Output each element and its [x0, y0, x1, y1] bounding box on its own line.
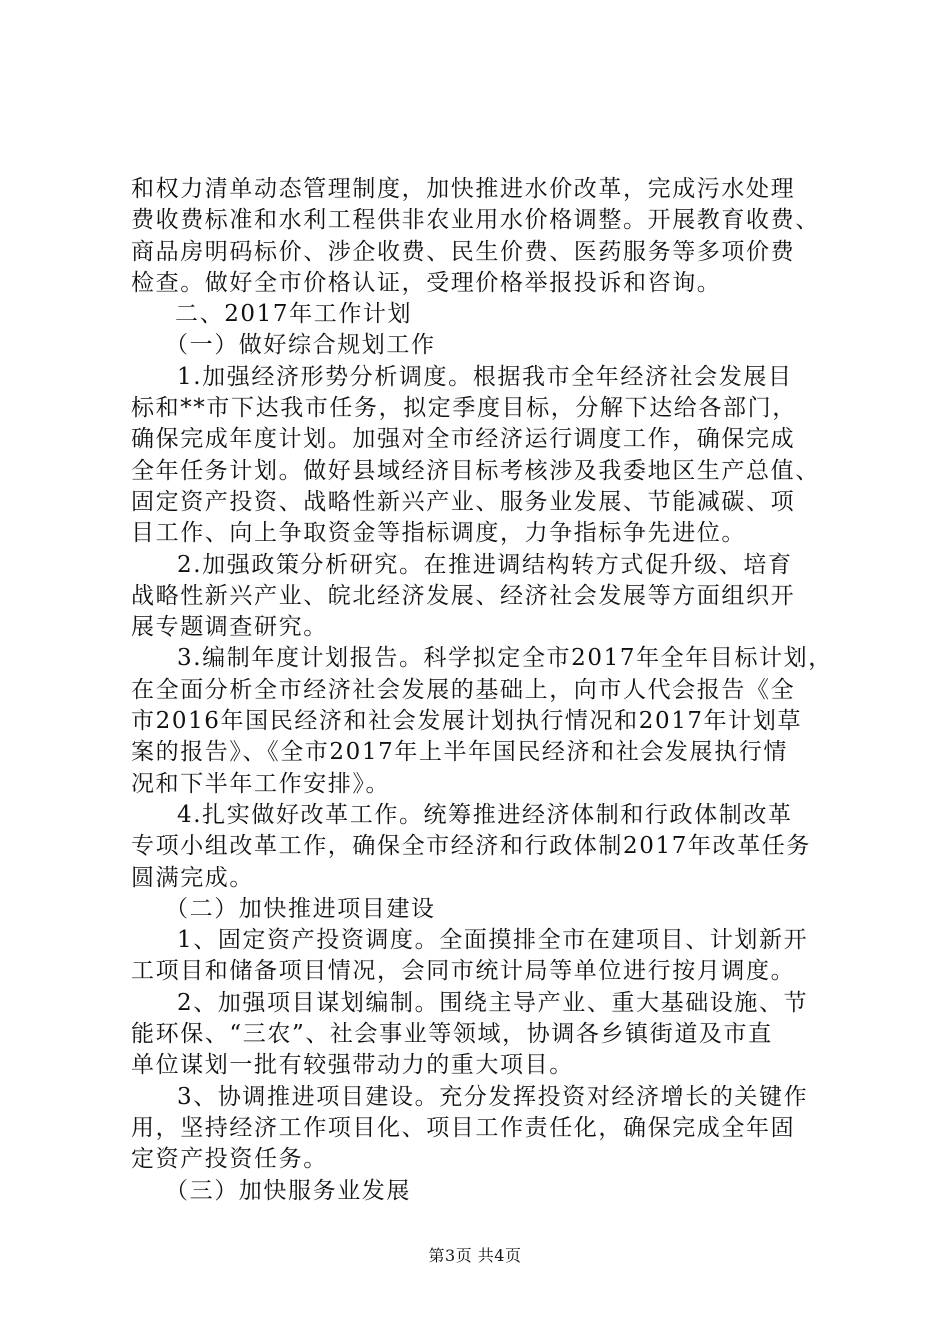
subsection-heading: （一）做好综合规划工作 [165, 332, 436, 359]
text-line: 商品房明码标价、涉企收费、民生价费、医药服务等多项价费 [131, 238, 796, 265]
subsection-heading: （三）加快服务业发展 [165, 1177, 411, 1204]
text-line: 况和下半年工作安排》。 [131, 770, 391, 797]
text-line: 目工作、向上争取资金等指标调度，力争指标争先进位。 [131, 520, 746, 547]
page-number-footer: 第3页 共4页 [428, 1246, 522, 1265]
text-line: 标和**市下达我市任务，拟定季度目标，分解下达给各部门， [131, 395, 797, 422]
text-line: 在全面分析全市经济社会发展的基础上，向市人代会报告《全 [131, 676, 796, 703]
text-line: 3.编制年度计划报告。科学拟定全市2017年全年目标计划， [177, 645, 833, 672]
text-line: 全年任务计划。做好县域经济目标考核涉及我委地区生产总值、 [131, 457, 820, 484]
text-line: 固定资产投资、战略性新兴产业、服务业发展、节能减碳、项 [131, 488, 796, 515]
text-line: 专项小组改革工作，确保全市经济和行政体制2017年改革任务 [131, 833, 811, 860]
section-heading: 二、2017年工作计划 [175, 301, 413, 328]
text-line: 战略性新兴产业、皖北经济发展、经济社会发展等方面组织开 [131, 582, 796, 609]
text-line: 费收费标准和水利工程供非农业用水价格调整。开展教育收费、 [131, 207, 820, 234]
text-line: 单位谋划一批有较强带动力的重大项目。 [131, 1052, 574, 1079]
text-line: 1.加强经济形势分析调度。根据我市全年经济社会发展目 [177, 363, 793, 390]
text-line: 和权力清单动态管理制度，加快推进水价改革，完成污水处理 [131, 176, 796, 202]
text-line: 圆满完成。 [131, 864, 254, 891]
text-line: 案的报告》、《全市2017年上半年国民经济和社会发展执行情 [131, 739, 788, 766]
text-line: 3、协调推进项目建设。充分发挥投资对经济增长的关键作 [177, 1083, 809, 1110]
document-body [131, 174, 831, 1207]
subsection-heading: （二）加快推进项目建设 [165, 895, 436, 922]
text-line: 工项目和储备项目情况，会同市统计局等单位进行按月调度。 [131, 958, 796, 985]
text-line: 确保完成年度计划。加强对全市经济运行调度工作，确保完成 [131, 426, 796, 453]
text-line: 1、固定资产投资调度。全面摸排全市在建项目、计划新开 [177, 927, 809, 954]
text-line: 2.加强政策分析研究。在推进调结构转方式促升级、培育 [177, 551, 793, 578]
text-line: 检查。做好全市价格认证，受理价格举报投诉和咨询。 [131, 269, 722, 296]
text-line: 展专题调查研究。 [131, 614, 328, 641]
text-line: 4.扎实做好改革工作。统筹推进经济体制和行政体制改革 [177, 801, 793, 828]
text-line: 市2016年国民经济和社会发展计划执行情况和2017年计划草 [131, 708, 803, 735]
text-line: 2、加强项目谋划编制。围绕主导产业、重大基础设施、节 [177, 989, 809, 1016]
text-line: 用，坚持经济工作项目化、项目工作责任化，确保完成全年固 [131, 1114, 796, 1141]
text-line: 能环保、“三农”、社会事业等领域，协调各乡镇街道及市直 [131, 1021, 773, 1048]
text-line: 定资产投资任务。 [131, 1146, 328, 1173]
